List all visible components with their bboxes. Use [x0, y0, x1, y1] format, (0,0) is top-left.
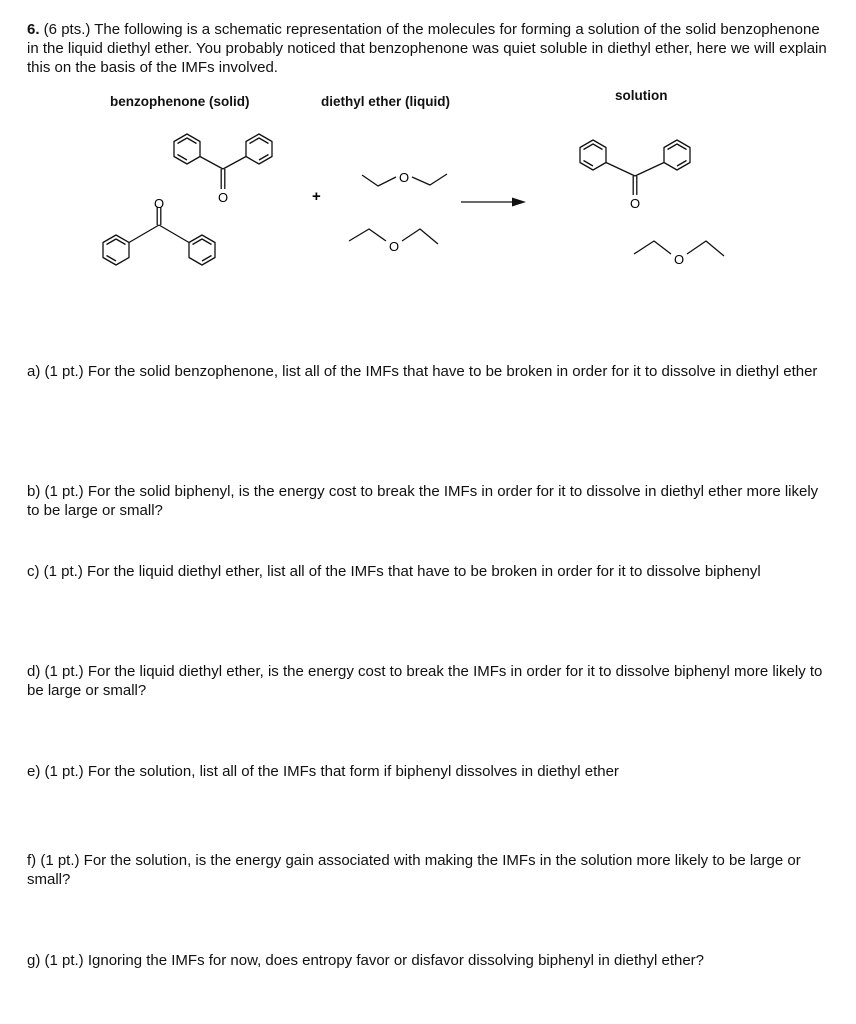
oxygen-label-2: O	[154, 196, 165, 211]
benzophenone-molecule-product	[580, 140, 690, 195]
question-e: e) (1 pt.) For the solution, list all of the IMFs that form if biphenyl dissolves in diethyl ether	[27, 763, 619, 780]
oxygen-label-1: O	[218, 190, 229, 205]
question-d: d) (1 pt.) For the liquid diethyl ether, is the energy cost to break the IMFs in order for it to dissolve biphenyl more likely to be large or small?	[27, 663, 823, 699]
label-diethyl-ether-liquid: diethyl ether (liquid)	[321, 94, 451, 109]
oxygen-label-4: O	[389, 239, 400, 254]
benzophenone-molecule-top	[174, 134, 272, 189]
oxygen-label-3: O	[399, 170, 410, 185]
oxygen-label-5: O	[630, 196, 641, 211]
label-benzophenone-solid: benzophenone (solid)	[110, 94, 250, 109]
question-g: g) (1 pt.) Ignoring the IMFs for now, does entropy favor or disfavor dissolving biphenyl in diethyl ether?	[27, 952, 705, 969]
problem-statement	[27, 20, 827, 77]
reaction-scheme	[0, 110, 856, 300]
plus-sign: +	[312, 188, 321, 205]
oxygen-label-6: O	[674, 252, 685, 267]
problem-text: (6 pts.) The following is a schematic representation of the molecules for forming a solution of the solid benzophenone in the liquid diethyl ether. You probably noticed that benzophenone was quiet soluble in diethyl ether, here we will explain this on the basis of the IMFs involved.	[27, 21, 827, 76]
reaction-arrow-head	[512, 198, 526, 207]
question-c: c) (1 pt.) For the liquid diethyl ether, list all of the IMFs that have to be broken in order for it to dissolve biphenyl	[27, 563, 761, 580]
question-a: a) (1 pt.) For the solid benzophenone, list all of the IMFs that have to be broken in order for it to dissolve in diethyl ether	[27, 363, 818, 380]
label-solution: solution	[615, 88, 668, 103]
benzophenone-molecule-bottom	[103, 207, 215, 265]
question-b: b) (1 pt.) For the solid biphenyl, is the energy cost to break the IMFs in order for it to dissolve in diethyl ether more likely to be large or small?	[27, 483, 819, 519]
problem-number: 6.	[27, 21, 40, 38]
question-f: f) (1 pt.) For the solution, is the energy gain associated with making the IMFs in the solution more likely to be large or small?	[27, 852, 801, 888]
